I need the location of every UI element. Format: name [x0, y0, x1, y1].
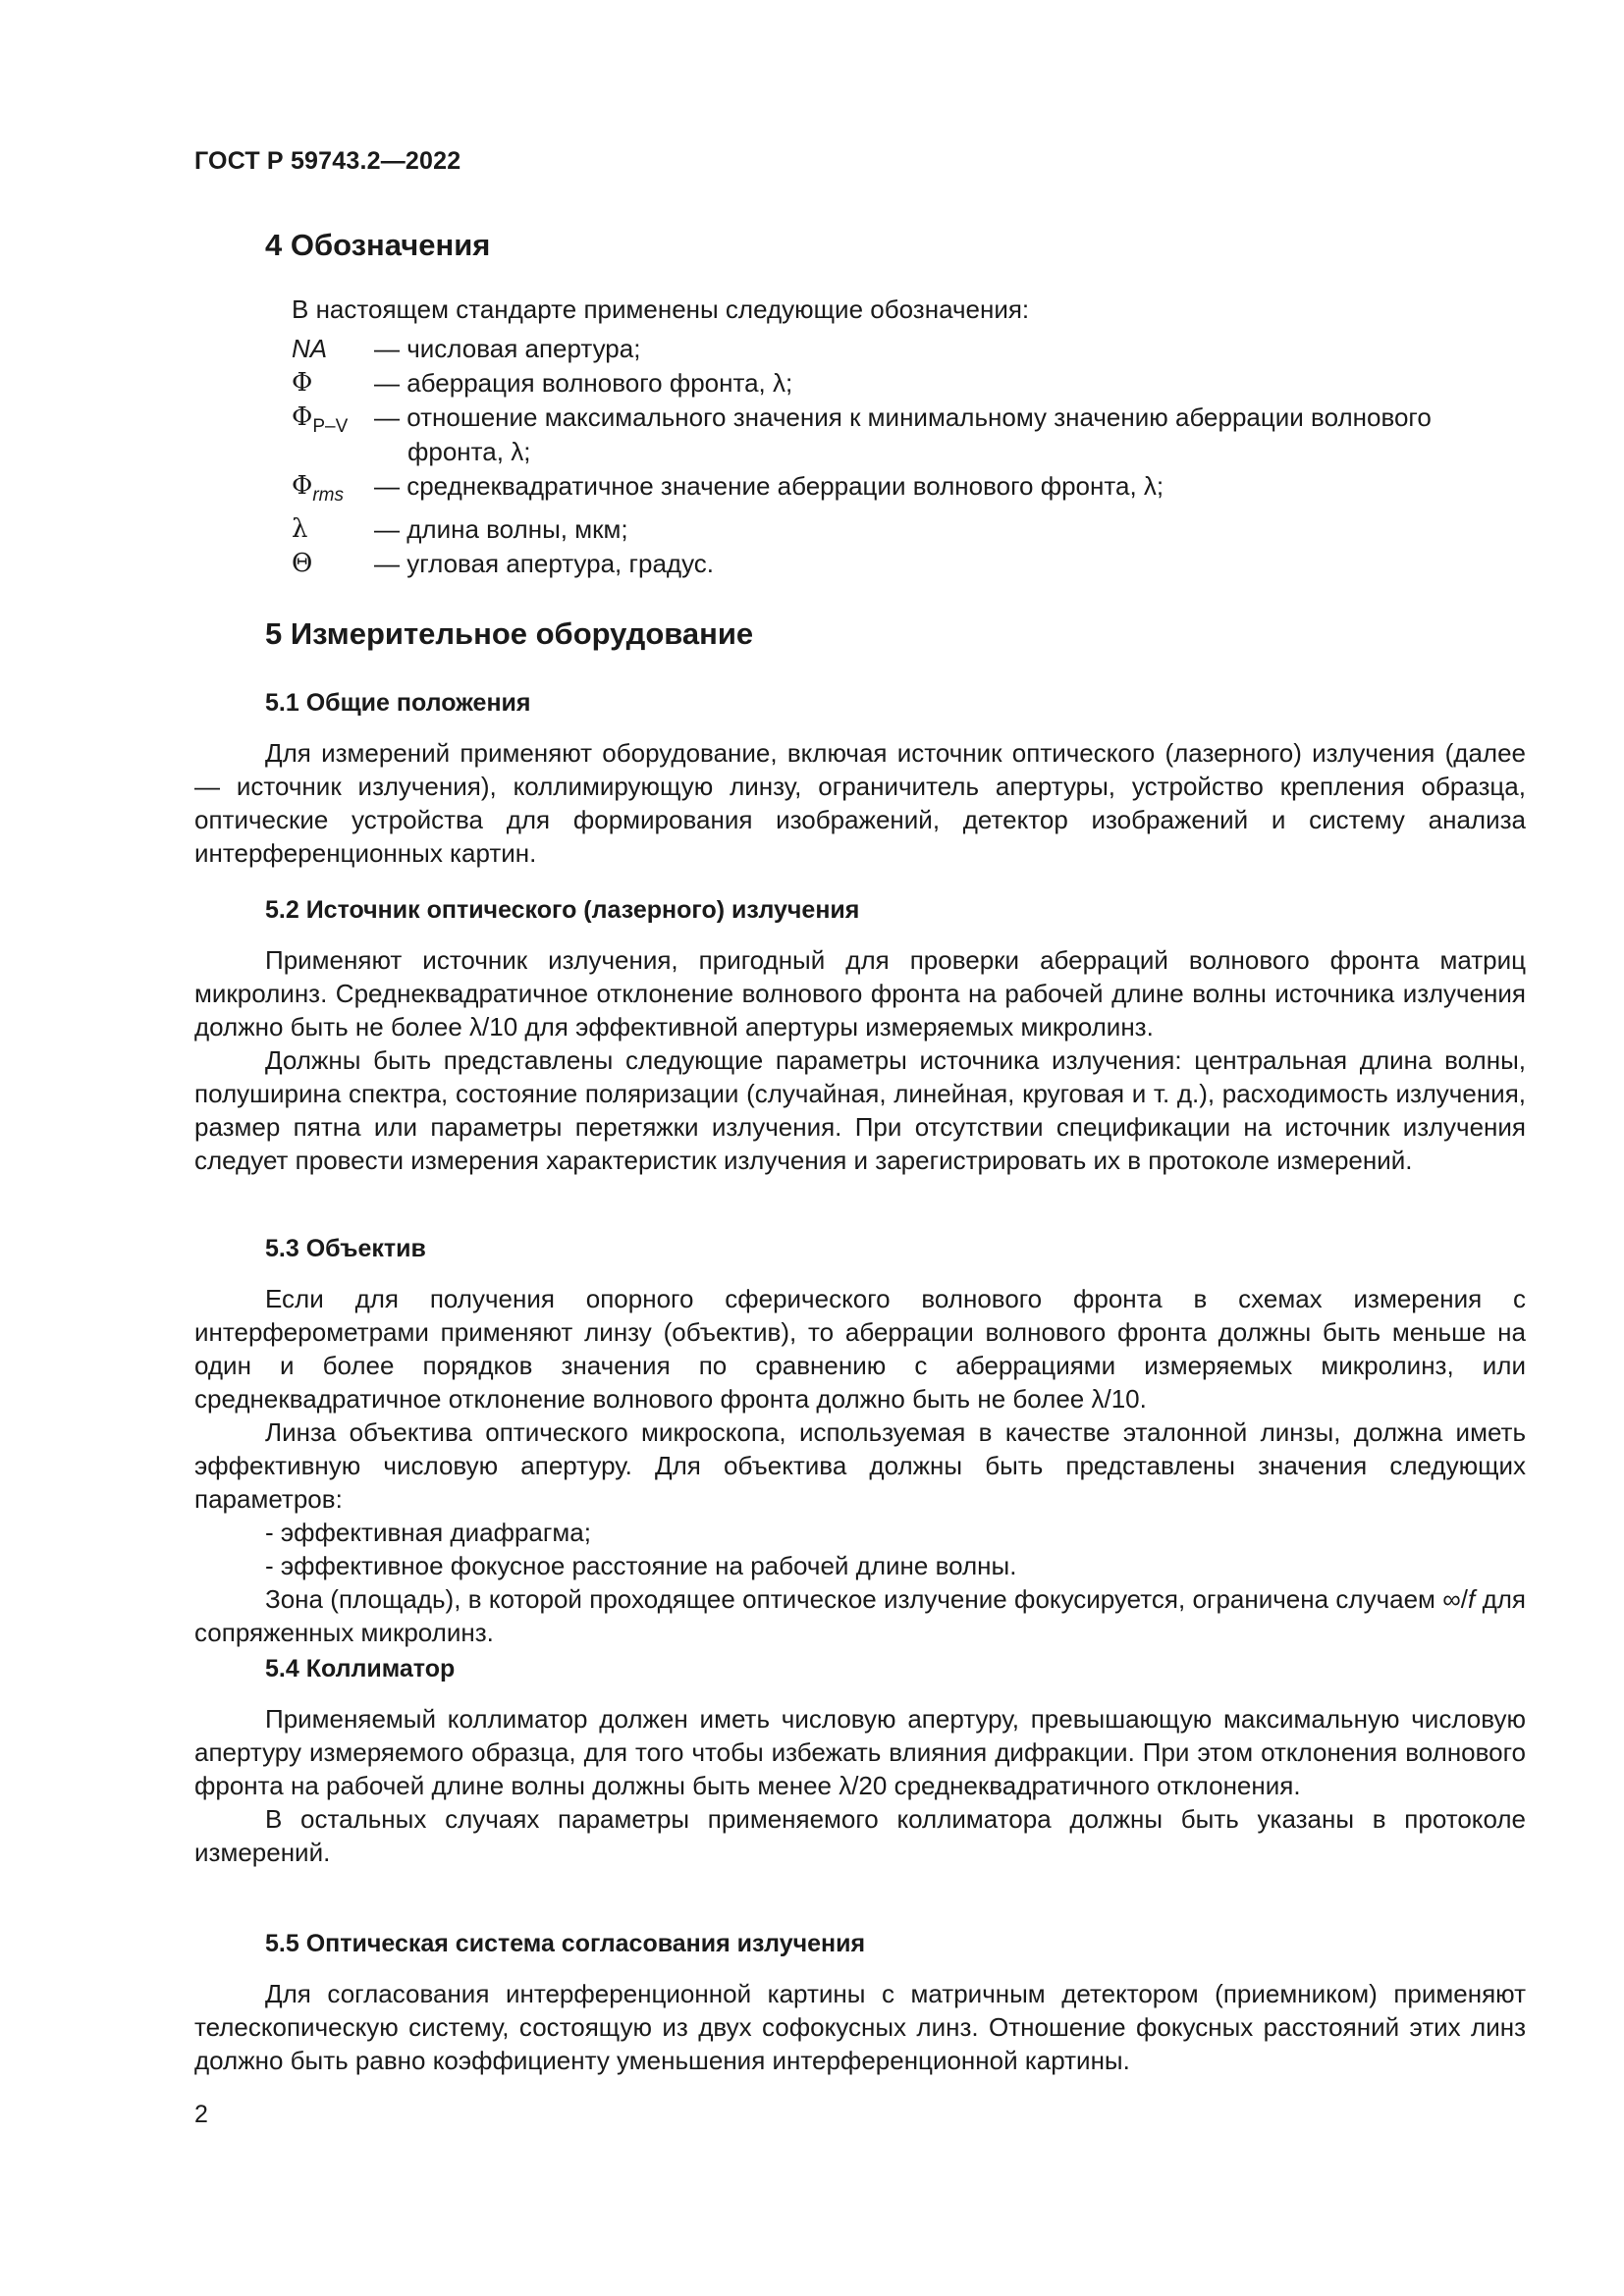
- section-5-title: 5 Измерительное оборудование: [265, 616, 754, 651]
- subsection-5-1-body: [194, 736, 1526, 870]
- paragraph: Для согласования интерференционной картины с матричным детектором (приемником) применяют телескопическую систему, состоящую из двух софокусных линз. Отношение фокусных расстояний этих линз должно быть равно коэффициенту уменьшения интерференционной картины.: [194, 1979, 1526, 2075]
- subsection-5-4-body: [194, 1702, 1526, 1869]
- parameter-list: [194, 1516, 1526, 1582]
- list-item: - эффективная диафрагма;: [265, 1518, 591, 1547]
- notation-description: — аберрация волнового фронта, λ;: [374, 368, 793, 398]
- notation-item: [292, 469, 1529, 512]
- notation-item: [292, 512, 1529, 547]
- subsection-5-3-title: 5.3 Объектив: [265, 1235, 426, 1262]
- subsection-5-4-title: 5.4 Коллиматор: [265, 1655, 456, 1682]
- paragraph: Линза объектива оптического микроскопа, используемая в качестве эталонной линзы, должна иметь эффективную числовую апертуру. Для объектива должны быть представлены значения следующих параметров:: [194, 1417, 1526, 1514]
- paragraph: Применяют источник излучения, пригодный для проверки аберраций волнового фронта матриц микролинз. Среднеквадратичное отклонение волнового фронта на рабочей длине волны источника излучения должно быть не более λ/10 для эффективной апертуры измеряемых микролинз.: [194, 945, 1526, 1041]
- subsection-5-5-title: 5.5 Оптическая система согласования излучения: [265, 1930, 866, 1957]
- notation-symbol: Θ: [292, 549, 313, 578]
- paragraph: Должны быть представлены следующие параметры источника излучения: центральная длина волны, полуширина спектра, состояние поляризации (случайная, линейная, круговая и т. д.), расходимость излучения, размер пятна или параметры перетяжки излучения. При отсутствии спецификации на источник излучения следует провести измерения характеристик излучения и зарегистрировать их в протоколе измерений.: [194, 1045, 1526, 1175]
- paragraph: Если для получения опорного сферического волнового фронта в схемах измерения с интерферометрами применяют линзу (объектив), то аберрации волнового фронта должны быть меньше на один и более порядков значения по сравнению с аберрациями измеряемых микролинз, или среднеквадратичное отклонение волнового фронта должно быть не более λ/10.: [194, 1284, 1526, 1414]
- paragraph: Зона (площадь), в которой проходящее оптическое излучение фокусируется, ограничена случаем ∞/f для сопряженных микролинз.: [194, 1584, 1526, 1647]
- notation-subscript: rms: [312, 485, 344, 506]
- notation-description: — отношение максимального значения к минимальному значению аберрации волнового фронта, λ;: [374, 402, 1432, 466]
- subsection-5-1-title: 5.1 Общие положения: [265, 689, 531, 717]
- notation-item: [292, 400, 1529, 469]
- notation-item: [292, 332, 1529, 366]
- notation-symbol: $\Phi_{rms}$: [292, 471, 344, 506]
- notation-description: — длина волны, мкм;: [374, 514, 628, 544]
- notation-symbol: $\Phi_{P-V}$: [292, 402, 349, 437]
- notation-symbol: λ: [292, 514, 308, 544]
- notation-description: — среднеквадратичное значение аберрации волнового фронта, λ;: [374, 471, 1164, 501]
- notation-subscript: P–V: [312, 416, 349, 437]
- notation-intro: В настоящем стандарте применены следующие обозначения:: [292, 294, 1030, 324]
- subsection-5-2-title: 5.2 Источник оптического (лазерного) излучения: [265, 896, 860, 924]
- paragraph: В остальных случаях параметры применяемого коллиматора должны быть указаны в протоколе измерений.: [194, 1804, 1526, 1867]
- section-4-title: 4 Обозначения: [265, 228, 491, 262]
- paragraph: Для измерений применяют оборудование, включая источник оптического (лазерного) излучения (далее — источник излучения), коллимирующую линзу, ограничитель апертуры, устройство крепления образца, оптические устройства для формирования изображений, детектор изображений и систему анализа интерференционных картин.: [194, 738, 1526, 868]
- page-number: 2: [194, 2101, 208, 2128]
- notation-symbol: Φ: [292, 368, 313, 398]
- paragraph: Применяемый коллиматор должен иметь числовую апертуру, превышающую максимальную числовую апертуру измеряемого образца, для того чтобы избежать влияния дифракции. При этом отклонения волнового фронта на рабочей длине волны должны быть менее λ/20 среднеквадратичного отклонения.: [194, 1704, 1526, 1800]
- notation-list: [292, 332, 1529, 581]
- notation-description: — числовая апертура;: [374, 334, 641, 363]
- subsection-5-5-body: [194, 1977, 1526, 2077]
- document-header: ГОСТ Р 59743.2—2022: [194, 147, 461, 175]
- subsection-5-3-body: [194, 1282, 1526, 1649]
- notation-symbol: NA: [292, 334, 328, 363]
- notation-item: [292, 547, 1529, 581]
- notation-item: [292, 366, 1529, 400]
- list-item: - эффективное фокусное расстояние на рабочей длине волны.: [265, 1551, 1017, 1580]
- notation-description: — угловая апертура, градус.: [374, 549, 715, 578]
- subsection-5-2-body: [194, 943, 1526, 1177]
